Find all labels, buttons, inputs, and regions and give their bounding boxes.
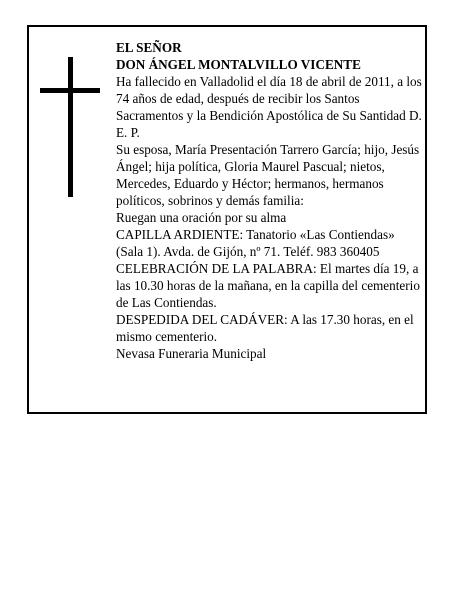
notice-paragraph-prayer: Ruegan una oración por su alma (116, 210, 287, 225)
cross-horizontal-bar (40, 88, 100, 93)
cross-vertical-bar (68, 57, 73, 197)
notice-paragraph-family: Su esposa, María Presentación Tarrero García; hijo, Jesús Ángel; hija política, Gloria Maurel Pascual; nietos, Mercedes, Eduardo y Héctor; hermanos, hermanos políticos, sobrinos y demás familia: (116, 142, 420, 208)
notice-paragraph-chapel: CAPILLA ARDIENTE: Tanatorio «Las Contiendas» (Sala 1). Avda. de Gijón, nº 71. Teléf. 983 360405 (116, 227, 395, 259)
notice-paragraph-farewell: DESPEDIDA DEL CADÁVER: A las 17.30 horas, en el mismo cementerio. (116, 312, 414, 344)
notice-paragraph-death: Ha fallecido en Valladolid el día 18 de abril de 2011, a los 74 años de edad, después de recibir los Santos Sacramentos y la Bendición Apostólica de Su Santidad D. E. P. (116, 74, 422, 140)
notice-paragraph-celebration: CELEBRACIÓN DE LA PALABRA: El martes día 19, a las 10.30 horas de la mañana, en la capilla del cementerio de Las Contiendas. (116, 261, 420, 310)
obituary-notice (27, 25, 427, 414)
cross-icon (40, 57, 100, 197)
notice-funeral-home: Nevasa Funeraria Municipal (116, 346, 267, 361)
notice-title-name: DON ÁNGEL MONTALVILLO VICENTE (116, 57, 361, 72)
notice-text (116, 39, 424, 362)
notice-title-line1: EL SEÑOR (116, 40, 182, 55)
